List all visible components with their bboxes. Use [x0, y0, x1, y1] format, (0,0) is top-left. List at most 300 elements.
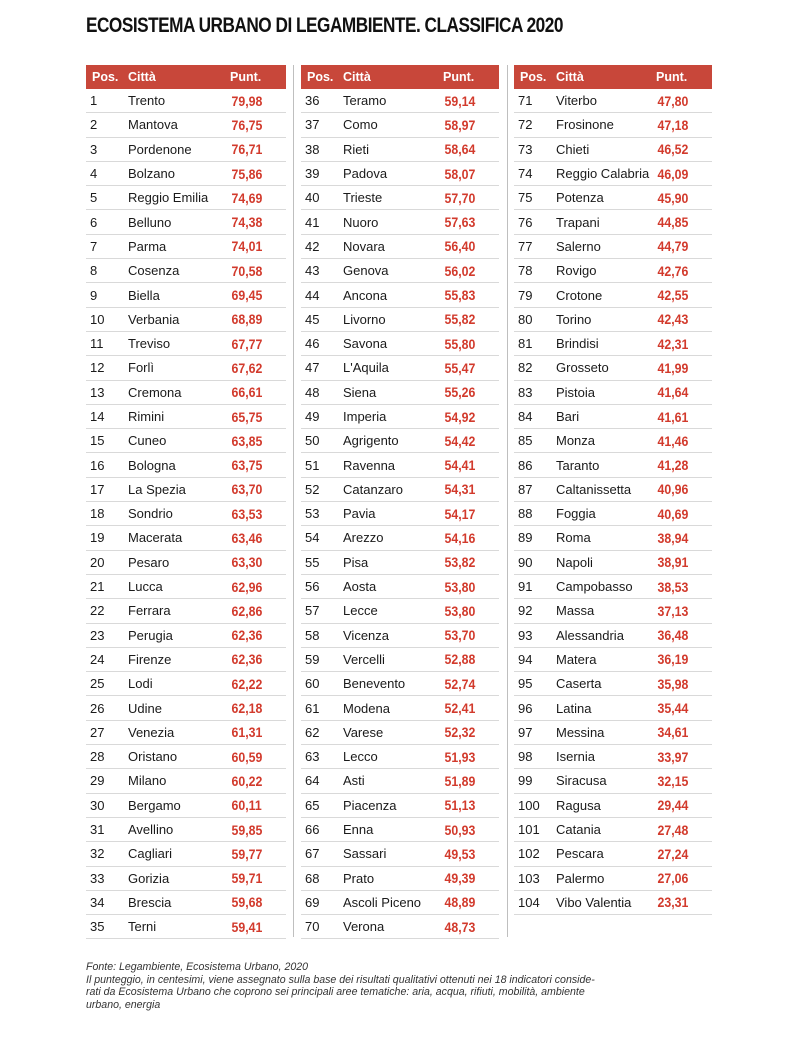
city-cell: Lecce [343, 603, 378, 619]
points-cell: 66,61 [231, 384, 263, 401]
table-row [514, 235, 712, 259]
rank-cell: 23 [90, 627, 105, 643]
city-cell: Ferrara [128, 603, 171, 619]
table-row [86, 283, 286, 307]
points-cell: 42,76 [657, 262, 689, 279]
ranking-table-3 [514, 65, 712, 915]
table-row [514, 648, 712, 672]
table-row [86, 429, 286, 453]
points-cell: 41,46 [657, 432, 689, 449]
table-header [514, 65, 712, 89]
table-row [514, 721, 712, 745]
rank-cell: 26 [90, 700, 105, 716]
table-row [86, 405, 286, 429]
footer-note: urbano, energia [86, 998, 161, 1011]
points-cell: 62,96 [231, 578, 263, 595]
rank-cell: 3 [90, 141, 98, 157]
table-row [301, 891, 499, 915]
table-row [301, 648, 499, 672]
city-cell: Ascoli Piceno [343, 894, 422, 910]
points-cell: 35,44 [657, 700, 689, 717]
city-cell: Perugia [128, 627, 173, 643]
points-cell: 58,97 [444, 116, 476, 133]
rank-cell: 84 [518, 409, 533, 424]
city-cell: Sassari [343, 846, 387, 862]
points-cell: 75,86 [231, 165, 263, 182]
points-cell: 55,83 [444, 287, 476, 304]
points-cell: 56,40 [444, 238, 476, 255]
table-row [514, 356, 712, 380]
points-cell: 41,99 [657, 359, 689, 376]
points-cell: 62,36 [231, 627, 263, 644]
column-divider [507, 65, 508, 937]
points-cell: 57,70 [444, 189, 476, 206]
table-row [301, 381, 499, 405]
points-cell: 54,31 [444, 481, 476, 498]
points-cell: 42,55 [657, 287, 689, 304]
city-cell: Savona [343, 336, 388, 352]
city-cell: Aosta [343, 579, 377, 595]
table-row [86, 210, 286, 234]
header-points: Punt. [656, 70, 688, 84]
table-row [86, 672, 286, 696]
points-cell: 38,94 [657, 529, 689, 546]
table-row [301, 842, 499, 866]
points-cell: 63,70 [231, 481, 263, 498]
rank-cell: 28 [90, 749, 105, 765]
city-cell: Pavia [343, 506, 376, 522]
table-row [86, 551, 286, 575]
table-row [301, 138, 499, 162]
points-cell: 63,85 [231, 432, 263, 449]
points-cell: 51,93 [444, 748, 476, 765]
city-cell: Parma [128, 238, 167, 254]
points-cell: 59,77 [231, 845, 263, 862]
table-row [86, 794, 286, 818]
footer-source: Fonte: Legambiente, Ecosistema Urbano, 2020 [86, 961, 309, 973]
rank-cell: 34 [90, 894, 105, 910]
table-row [86, 915, 286, 939]
rank-cell: 101 [518, 822, 540, 838]
points-cell: 32,15 [657, 772, 689, 789]
header-city: Città [343, 70, 371, 84]
points-cell: 62,18 [231, 700, 263, 717]
table-row [301, 551, 499, 575]
city-cell: Enna [343, 822, 374, 838]
rank-cell: 103 [518, 870, 540, 886]
points-cell: 38,53 [657, 578, 689, 595]
rank-cell: 18 [90, 506, 105, 522]
table-row [301, 210, 499, 234]
rank-cell: 75 [518, 190, 533, 206]
rank-cell: 99 [518, 773, 533, 789]
rank-cell: 92 [518, 603, 533, 619]
points-cell: 34,61 [657, 724, 689, 741]
points-cell: 59,41 [231, 918, 263, 935]
table-row [86, 308, 286, 332]
city-cell: Siracusa [556, 773, 607, 789]
city-cell: Cremona [128, 384, 182, 400]
rank-cell: 41 [305, 214, 320, 230]
footer-notes [86, 961, 716, 1011]
rank-cell: 16 [90, 457, 105, 473]
rank-cell: 1 [90, 93, 98, 109]
table-row [86, 769, 286, 793]
city-cell: Pistoia [556, 384, 596, 400]
points-cell: 56,02 [444, 262, 476, 279]
city-cell: Grosseto [556, 360, 609, 376]
rank-cell: 54 [305, 530, 320, 546]
table-row [86, 89, 286, 113]
city-cell: Venezia [128, 724, 175, 740]
rank-cell: 10 [90, 311, 105, 327]
city-cell: Cosenza [128, 263, 180, 279]
points-cell: 37,13 [657, 602, 689, 619]
table-row [301, 259, 499, 283]
city-cell: La Spezia [128, 481, 186, 497]
city-cell: Vercelli [343, 651, 385, 667]
points-cell: 53,70 [444, 627, 476, 644]
city-cell: Rovigo [556, 263, 597, 279]
table-row [514, 867, 712, 891]
table-row [301, 162, 499, 186]
rank-cell: 30 [90, 797, 105, 813]
city-cell: Pescara [556, 846, 604, 862]
rank-cell: 40 [305, 190, 320, 206]
rank-cell: 36 [305, 93, 320, 109]
city-cell: Torino [556, 311, 592, 327]
table-row [514, 259, 712, 283]
table-row [86, 575, 286, 599]
rank-cell: 102 [518, 846, 540, 862]
rank-cell: 73 [518, 141, 533, 157]
table-row [301, 769, 499, 793]
table-row [301, 429, 499, 453]
city-cell: Palermo [556, 870, 605, 886]
footer-note: rati da Ecosistema Urbano che coprono sei principali aree tematiche: aria, acqua, rifiuti, mobilità, ambiente [86, 986, 585, 998]
rank-cell: 5 [90, 190, 98, 206]
rank-cell: 81 [518, 336, 533, 352]
points-cell: 41,61 [657, 408, 689, 425]
rank-cell: 47 [305, 360, 320, 376]
city-cell: Forlì [128, 360, 154, 376]
table-row [301, 599, 499, 623]
city-cell: Chieti [556, 141, 590, 157]
rank-cell: 17 [90, 481, 105, 497]
points-cell: 62,36 [231, 651, 263, 668]
table-row [301, 235, 499, 259]
city-cell: Catania [556, 822, 601, 838]
city-cell: Mantova [128, 117, 178, 133]
points-cell: 23,31 [657, 894, 689, 911]
rank-cell: 38 [305, 141, 320, 157]
points-cell: 60,11 [231, 797, 262, 814]
city-cell: Isernia [556, 749, 596, 765]
city-cell: Caserta [556, 676, 602, 692]
points-cell: 48,73 [444, 918, 476, 935]
city-cell: Pordenone [128, 141, 192, 157]
city-cell: Reggio Emilia [128, 190, 209, 206]
points-cell: 29,44 [657, 797, 689, 814]
city-cell: Nuoro [343, 214, 379, 230]
points-cell: 53,80 [444, 578, 476, 595]
city-cell: Firenze [128, 651, 172, 667]
table-row [86, 453, 286, 477]
rank-cell: 11 [90, 336, 104, 352]
city-cell: Benevento [343, 676, 406, 692]
city-cell: Messina [556, 724, 605, 740]
points-cell: 69,45 [231, 287, 263, 304]
header-points: Punt. [230, 70, 262, 84]
points-cell: 62,22 [231, 675, 263, 692]
city-cell: Alessandria [556, 627, 624, 643]
table-row [86, 332, 286, 356]
table-row [514, 429, 712, 453]
rank-cell: 74 [518, 166, 533, 182]
table-row [514, 745, 712, 769]
points-cell: 65,75 [231, 408, 263, 425]
rank-cell: 19 [90, 530, 105, 546]
rank-cell: 35 [90, 919, 105, 935]
city-cell: Pesaro [128, 554, 170, 570]
points-cell: 59,71 [231, 870, 263, 887]
table-row [301, 526, 499, 550]
points-cell: 46,09 [657, 165, 689, 182]
table-row [301, 356, 499, 380]
points-cell: 74,69 [231, 189, 263, 206]
table-row [301, 915, 499, 939]
points-cell: 61,31 [231, 724, 263, 741]
city-cell: Napoli [556, 554, 593, 570]
city-cell: Catanzaro [343, 481, 403, 497]
city-cell: Reggio Calabria [556, 166, 650, 182]
city-cell: Trapani [556, 214, 600, 230]
points-cell: 70,58 [231, 262, 263, 279]
city-cell: Lecco [343, 749, 378, 765]
table-row [301, 502, 499, 526]
points-cell: 27,24 [657, 845, 689, 862]
city-cell: Campobasso [556, 579, 633, 595]
header-points: Punt. [443, 70, 475, 84]
rank-cell: 46 [305, 336, 320, 352]
rank-cell: 66 [305, 822, 320, 838]
table-row [514, 502, 712, 526]
points-cell: 67,77 [231, 335, 263, 352]
rank-cell: 42 [305, 238, 320, 254]
rank-cell: 44 [305, 287, 320, 303]
points-cell: 47,18 [657, 116, 689, 133]
table-row [86, 186, 286, 210]
table-row [301, 696, 499, 720]
rank-cell: 98 [518, 749, 533, 765]
city-cell: Ancona [343, 287, 388, 303]
city-cell: Belluno [128, 214, 172, 230]
city-cell: Foggia [556, 506, 596, 522]
rank-cell: 65 [305, 797, 320, 813]
table-row [514, 526, 712, 550]
city-cell: Novara [343, 238, 385, 254]
points-cell: 74,01 [231, 238, 263, 255]
city-cell: Teramo [343, 93, 387, 109]
points-cell: 50,93 [444, 821, 476, 838]
table-row [86, 502, 286, 526]
points-cell: 48,89 [444, 894, 476, 911]
rank-cell: 104 [518, 894, 540, 910]
table-row [86, 162, 286, 186]
points-cell: 44,85 [657, 214, 689, 231]
rank-cell: 63 [305, 749, 320, 765]
table-row [514, 453, 712, 477]
table-row [301, 721, 499, 745]
rank-cell: 96 [518, 700, 533, 716]
table-row [86, 599, 286, 623]
table-row [514, 478, 712, 502]
table-row [514, 696, 712, 720]
city-cell: Bari [556, 409, 580, 424]
points-cell: 47,80 [657, 92, 689, 109]
footer-note: Il punteggio, in centesimi, viene assegnato sulla base dei risultati qualitativi ottenuti nei 18 indicatori conside- [86, 973, 595, 986]
points-cell: 68,89 [231, 311, 263, 328]
rank-cell: 14 [90, 409, 105, 424]
rank-cell: 49 [305, 409, 320, 424]
table-row [86, 842, 286, 866]
table-row [301, 478, 499, 502]
rank-cell: 79 [518, 287, 533, 303]
rank-cell: 58 [305, 627, 320, 643]
table-row [86, 381, 286, 405]
rank-cell: 22 [90, 603, 105, 619]
header-pos: Pos. [520, 70, 547, 84]
points-cell: 62,86 [231, 602, 263, 619]
rank-cell: 53 [305, 506, 320, 522]
city-cell: Trento [128, 93, 166, 109]
points-cell: 59,68 [231, 894, 263, 911]
table-row [301, 672, 499, 696]
city-cell: Siena [343, 384, 377, 400]
city-cell: Viterbo [556, 93, 597, 109]
rank-cell: 70 [305, 919, 320, 935]
points-cell: 60,59 [231, 748, 263, 765]
city-cell: Como [343, 117, 378, 133]
points-cell: 55,82 [444, 311, 476, 328]
rank-cell: 93 [518, 627, 533, 643]
city-cell: Roma [556, 530, 591, 546]
city-cell: Lucca [128, 579, 163, 595]
rank-cell: 6 [90, 214, 98, 230]
city-cell: Imperia [343, 409, 387, 424]
table-row [514, 138, 712, 162]
table-row [301, 867, 499, 891]
city-cell: Piacenza [343, 797, 397, 813]
points-cell: 49,39 [444, 870, 476, 887]
table-row [86, 721, 286, 745]
city-cell: Gorizia [128, 870, 170, 886]
rank-cell: 2 [90, 117, 98, 133]
points-cell: 54,92 [444, 408, 476, 425]
rank-cell: 12 [90, 360, 105, 376]
rank-cell: 45 [305, 311, 320, 327]
city-cell: Biella [128, 287, 160, 303]
rank-cell: 67 [305, 846, 320, 862]
table-row [86, 745, 286, 769]
points-cell: 59,14 [444, 92, 476, 109]
table-row [301, 745, 499, 769]
city-cell: Cagliari [128, 846, 173, 862]
city-cell: Lodi [128, 676, 153, 692]
city-cell: Verona [343, 919, 385, 935]
city-cell: Caltanissetta [556, 481, 632, 497]
rank-cell: 68 [305, 870, 320, 886]
city-cell: Varese [343, 724, 384, 740]
points-cell: 42,43 [657, 311, 689, 328]
table-row [514, 381, 712, 405]
points-cell: 40,69 [657, 505, 689, 522]
points-cell: 58,64 [444, 141, 476, 158]
city-cell: Cuneo [128, 433, 167, 449]
rank-cell: 29 [90, 773, 105, 789]
table-row [86, 624, 286, 648]
table-row [86, 867, 286, 891]
table-header [301, 65, 499, 89]
table-row [301, 405, 499, 429]
table-row [514, 672, 712, 696]
rank-cell: 7 [90, 238, 98, 254]
rank-cell: 55 [305, 554, 320, 570]
rank-cell: 57 [305, 603, 320, 619]
table-row [514, 283, 712, 307]
points-cell: 40,96 [657, 481, 689, 498]
table-row [86, 526, 286, 550]
city-cell: Monza [556, 433, 596, 449]
city-cell: Ragusa [556, 797, 601, 813]
rank-cell: 62 [305, 724, 320, 740]
table-row [514, 599, 712, 623]
city-cell: Macerata [128, 530, 183, 546]
rank-cell: 80 [518, 311, 533, 327]
points-cell: 63,75 [231, 457, 263, 474]
table-row [86, 356, 286, 380]
rank-cell: 33 [90, 870, 105, 886]
table-row [301, 283, 499, 307]
city-cell: Agrigento [343, 433, 399, 449]
city-cell: Rieti [343, 141, 370, 157]
table-row [301, 794, 499, 818]
rank-cell: 25 [90, 676, 105, 692]
rank-cell: 72 [518, 117, 533, 133]
points-cell: 55,80 [444, 335, 476, 352]
header-pos: Pos. [92, 70, 119, 84]
points-cell: 54,42 [444, 432, 476, 449]
city-cell: Bolzano [128, 166, 175, 182]
column-divider [293, 65, 294, 937]
points-cell: 33,97 [657, 748, 689, 765]
city-cell: Oristano [128, 749, 178, 765]
table-row [86, 478, 286, 502]
table-row [514, 891, 712, 915]
city-cell: Massa [556, 603, 595, 619]
table-row [514, 551, 712, 575]
table-row [514, 405, 712, 429]
rank-cell: 94 [518, 651, 533, 667]
rank-cell: 39 [305, 166, 320, 182]
points-cell: 55,26 [444, 384, 476, 401]
city-cell: Salerno [556, 238, 601, 254]
points-cell: 51,13 [444, 797, 476, 814]
city-cell: Frosinone [556, 117, 614, 133]
page-title: ECOSISTEMA URBANO DI LEGAMBIENTE. CLASSIFICA 2020 [86, 14, 563, 37]
points-cell: 63,30 [231, 554, 263, 571]
rank-cell: 52 [305, 481, 320, 497]
